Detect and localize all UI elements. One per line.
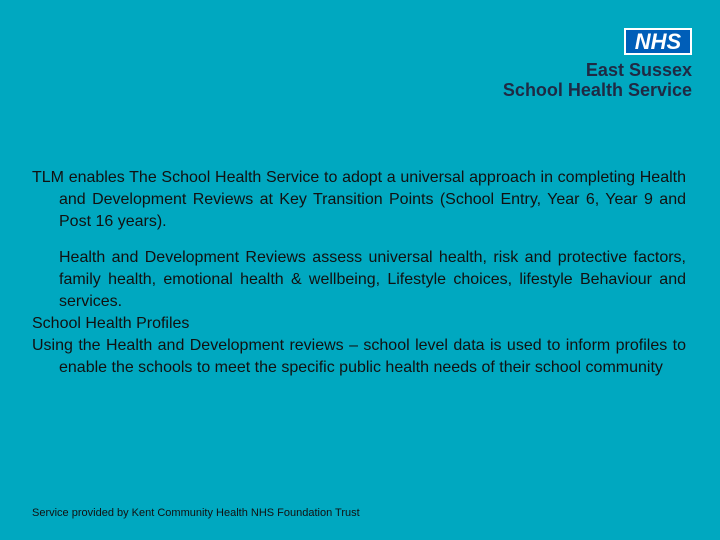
organisation-name [503,60,692,100]
heading-school-health-profiles: School Health Profiles [32,315,190,332]
org-name-line2: School Health Service [502,80,692,100]
footer-text: Service provided by Kent Community Health NHS Foundation Trust [32,507,360,519]
nhs-logo-text: NHS [634,28,682,54]
paragraph-reviews: Health and Development Reviews assess universal health, risk and protective factors, family health, emotional health & wellbeing, Lifestyle choices, lifestyle Behaviour and services. [59,249,686,310]
paragraph-tlm: TLM enables The School Health Service to adopt a universal approach in completing Health and Development Reviews at Key Transition Points (School Entry, Year 6, Year 9 and Post 16 years). [32,169,686,230]
slide-content [32,167,686,379]
paragraph-profiles: Using the Health and Development reviews – school level data is used to inform profiles to enable the schools to meet the specific public health needs of their school community [32,337,686,376]
org-name-line1: East Sussex [585,60,692,80]
nhs-logo [624,28,692,55]
